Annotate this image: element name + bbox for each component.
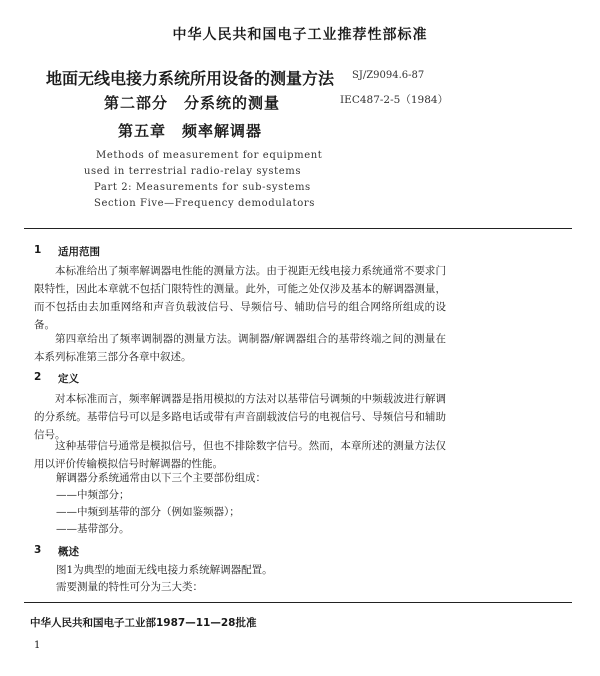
- text-line: 需要测量的特性可分为三大类：: [56, 581, 203, 593]
- english-title-line: Methods of measurement for equipment: [96, 150, 323, 161]
- list-item: ——中频到基带的部分（例如鉴频器）；: [56, 506, 240, 518]
- english-title-line: Part 2: Measurements for sub-systems: [94, 182, 311, 193]
- standard-number: SJ/Z9094.6-87: [352, 70, 425, 81]
- section-number: 3: [34, 544, 42, 556]
- footer-divider: [24, 602, 572, 603]
- paragraph: 第四章给出了频率调制器的测量方法。调制器/解调器组合的基带终端之间的测量在本系列标准第三部分各章中叙述。: [34, 333, 446, 363]
- english-title-line: Section Five—Frequency demodulators: [94, 198, 315, 209]
- text-line: 图1为典型的地面无线电接力系统解调器配置。: [56, 564, 273, 576]
- section-title: 概述: [58, 546, 79, 558]
- section-title: 适用范围: [58, 246, 100, 258]
- list-intro: 解调器分系统通常由以下三个主要部份组成：: [56, 472, 266, 484]
- organization-header: 中华人民共和国电子工业推荐性部标准: [172, 27, 428, 43]
- list-item: ——基带部分。: [56, 523, 130, 535]
- section-number: 2: [34, 371, 42, 383]
- part-title: 第二部分 分系统的测量: [104, 94, 281, 112]
- document-title: 地面无线电接力系统所用设备的测量方法: [46, 69, 335, 88]
- paragraph: 本标准给出了频率解调器电性能的测量方法。由于视距无线电接力系统通常不要求门限特性，因此本章就不包括门限特性的测量。此外，可能之处仅涉及基本的解调器测量，而不包括由去加重网络和声音负载波信号、导频信号、辅助信号的组合网络所组成的设备。: [34, 265, 446, 331]
- section-title: 定义: [58, 373, 79, 385]
- chapter-title: 第五章 频率解调器: [118, 122, 263, 140]
- paragraph: 这种基带信号通常是模拟信号，但也不排除数字信号。然而，本章所述的测量方法仅用以评价传输模拟信号时解调器的性能。: [34, 440, 446, 470]
- paragraph: 对本标准而言，频率解调器是指用模拟的方法对以基带信号调频的中频载波进行解调的分系统。基带信号可以是多路电话或带有声音副载波信号的电视信号、导频信号和辅助信号。: [34, 393, 446, 441]
- page-number: 1: [34, 640, 41, 651]
- approval-note: 中华人民共和国电子工业部1987—11—28批准: [30, 617, 257, 629]
- english-title-line: used in terrestrial radio-relay systems: [84, 166, 302, 177]
- section-number: 1: [34, 244, 42, 256]
- list-item: ——中频部分；: [56, 489, 130, 501]
- iec-number: IEC487-2-5（1984）: [340, 94, 449, 106]
- header-divider: [24, 228, 572, 229]
